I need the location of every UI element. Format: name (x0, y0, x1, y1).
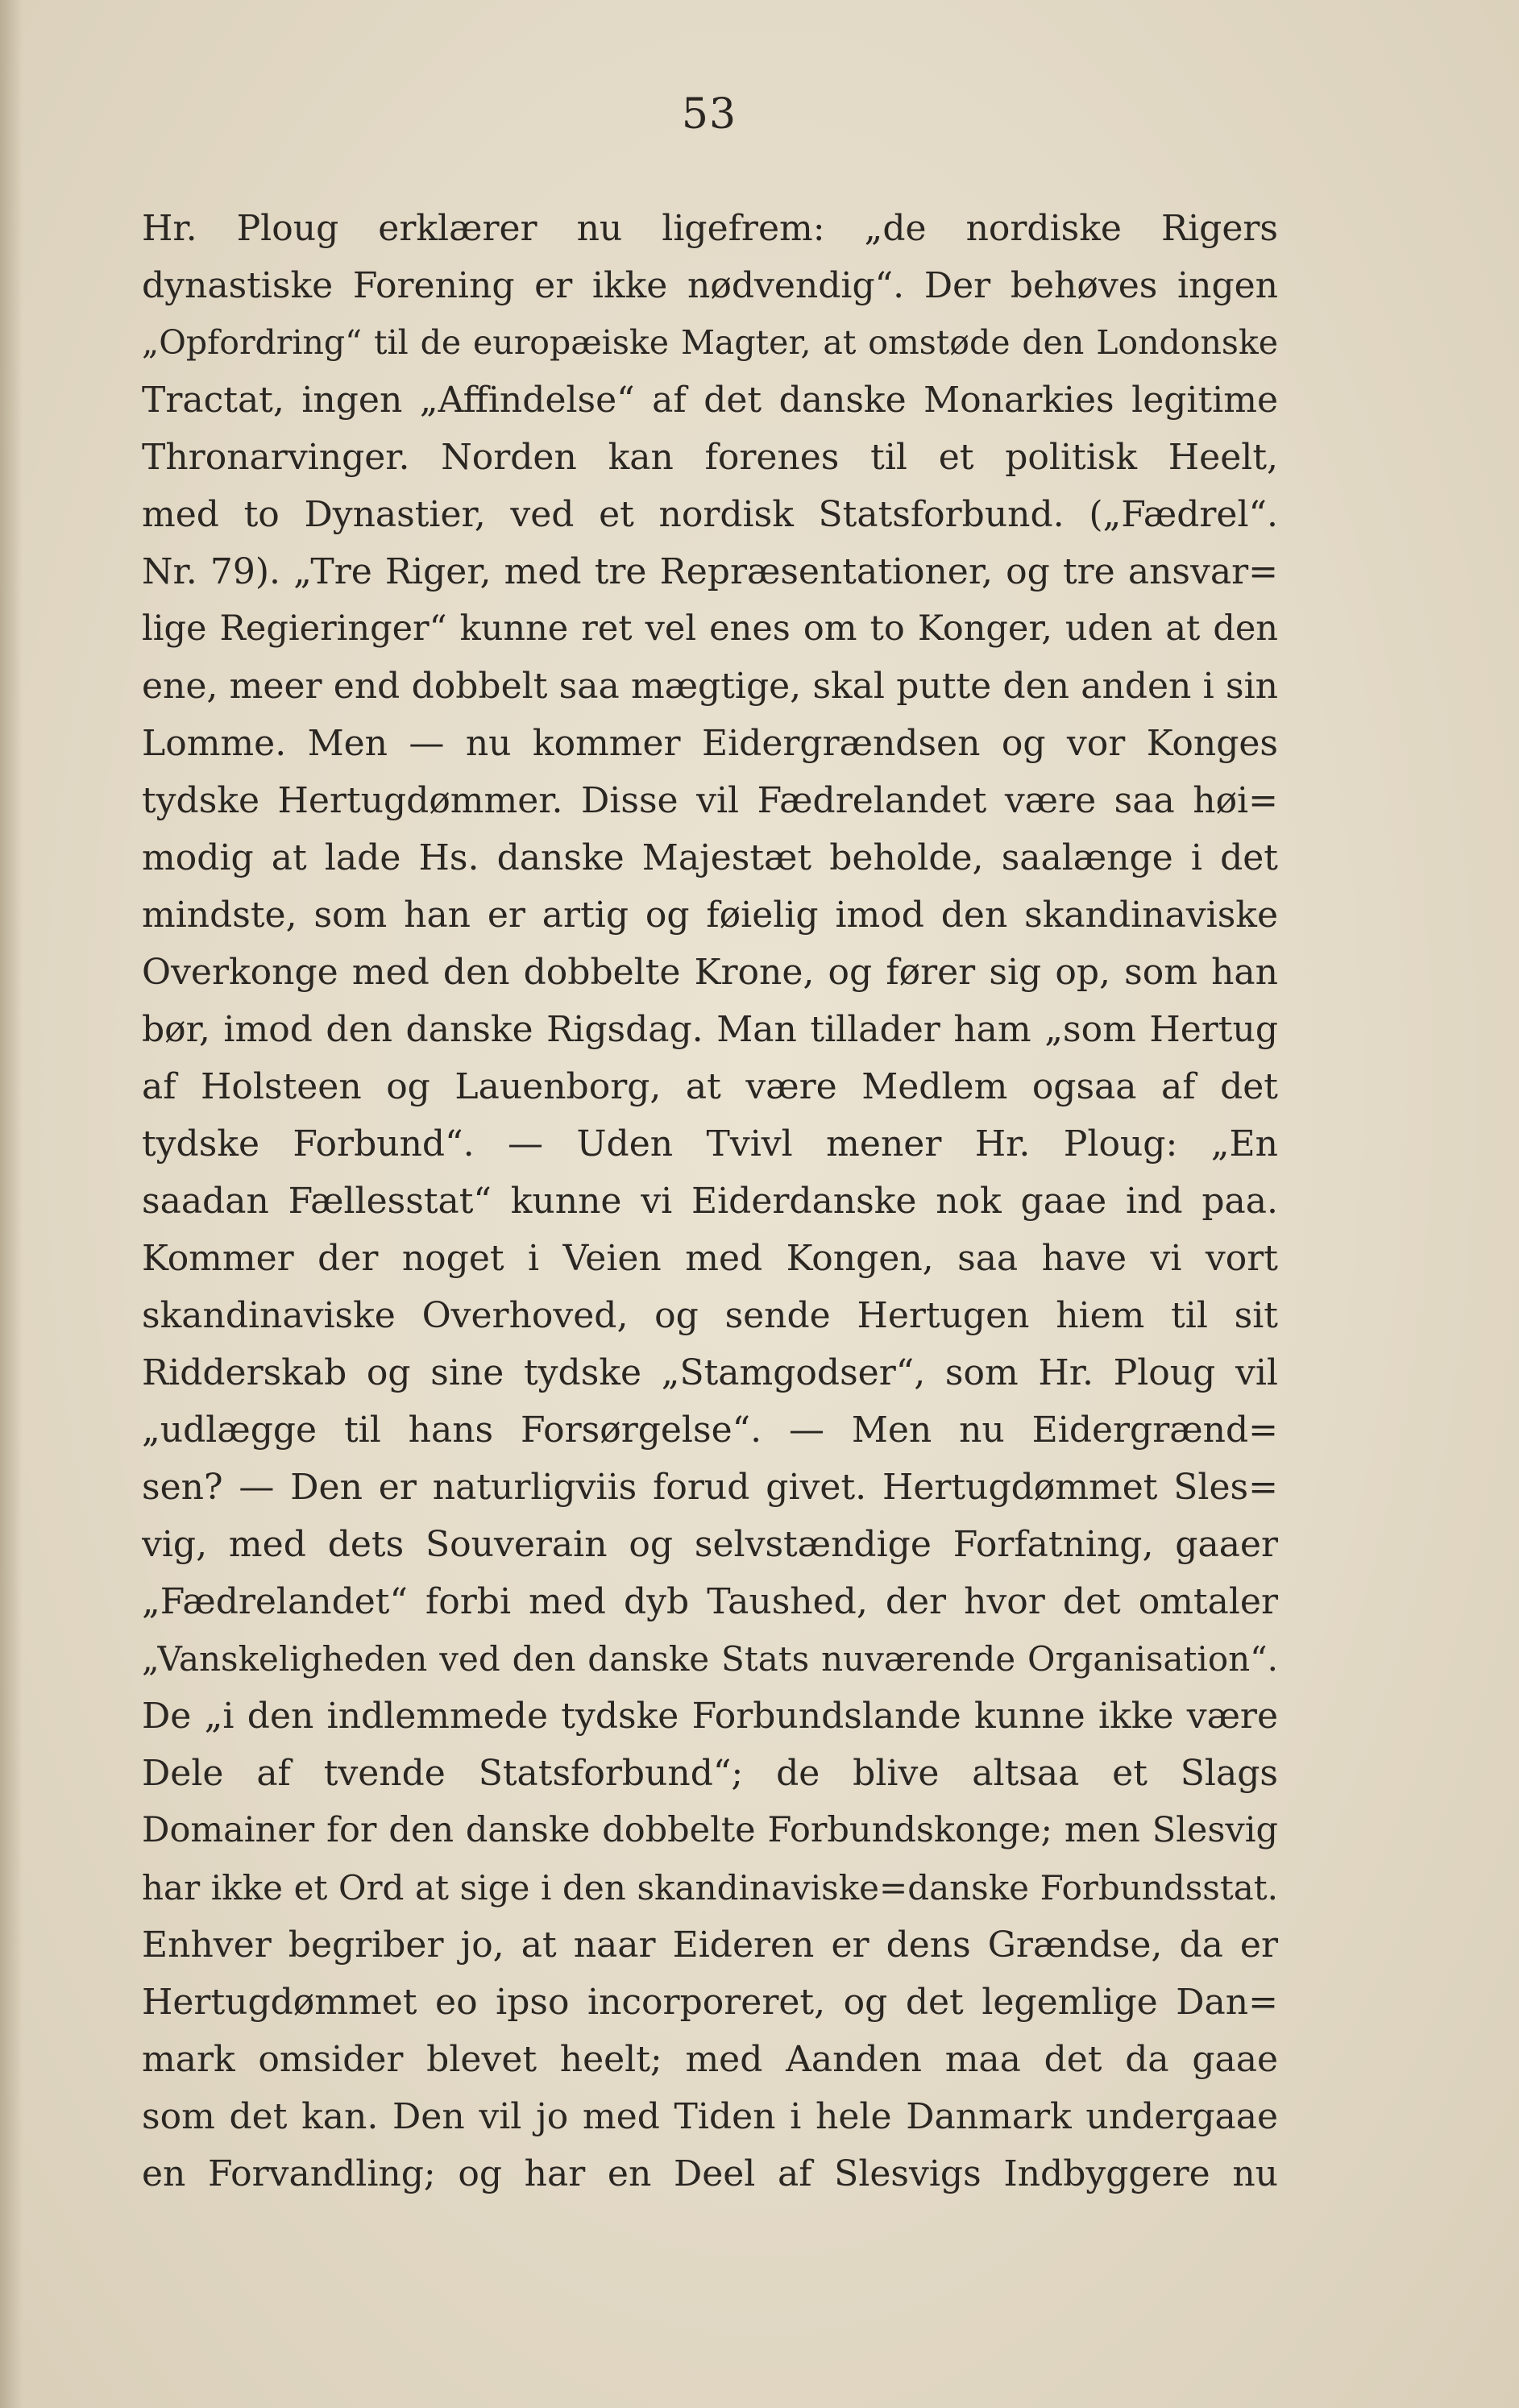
text-line: Dele af tvende Statsforbund“; de blive altsaa et Slags (142, 1753, 1278, 1794)
text-line: Domainer for den danske dobbelte Forbundskonge; men Slesvig (142, 1810, 1278, 1850)
page-edge-shadow (0, 0, 23, 2408)
text-line: en Forvandling; og har en Deel af Slesvigs Indbyggere nu (142, 2153, 1278, 2194)
text-line: af Holsteen og Lauenborg, at være Medlem ogsaa af det (142, 1066, 1278, 1107)
body-text (142, 200, 1278, 2202)
text-line: vig, med dets Souverain og selvstændige Forfatning, gaaer (142, 1524, 1278, 1565)
text-line: Hr. Ploug erklærer nu ligefrem: „de nordiske Rigers (142, 208, 1278, 249)
text-line: „Fædrelandet“ forbi med dyb Taushed, der hvor det omtaler (142, 1581, 1278, 1622)
text-line: „Vanskeligheden ved den danske Stats nuværende Organisation“. (142, 1639, 1278, 1679)
text-line: „udlægge til hans Forsørgelse“. — Men nu Eidergrænd= (142, 1410, 1278, 1451)
text-line: lige Regieringer“ kunne ret vel enes om to Konger, uden at den (142, 608, 1278, 649)
text-line: Enhver begriber jo, at naar Eideren er dens Grændse, da er (142, 1924, 1278, 1966)
text-line: som det kan. Den vil jo med Tiden i hele Danmark undergaae (142, 2096, 1278, 2137)
text-line: dynastiske Forening er ikke nødvendig“. Der behøves ingen (142, 265, 1278, 306)
text-line: Tractat, ingen „Affindelse“ af det danske Monarkies legitime (142, 380, 1278, 421)
text-line: „Opfordring“ til de europæiske Magter, at omstøde den Londonske (142, 323, 1278, 362)
page-number: 53 (681, 90, 737, 139)
text-line: Lomme. Men — nu kommer Eidergrændsen og vor Konges (142, 723, 1278, 764)
text-line: Ridderskab og sine tydske „Stamgodser“, som Hr. Ploug vil (142, 1352, 1278, 1393)
text-line: har ikke et Ord at sige i den skandinaviske=danske Forbundsstat. (142, 1868, 1278, 1908)
text-line: sen? — Den er naturligviis forud givet. Hertugdømmet Sles= (142, 1467, 1278, 1508)
text-line: bør, imod den danske Rigsdag. Man tillader ham „som Hertug (142, 1009, 1278, 1050)
text-line: tydske Forbund“. — Uden Tvivl mener Hr. Ploug: „En (142, 1123, 1278, 1165)
text-line: Kommer der noget i Veien med Kongen, saa have vi vort (142, 1238, 1278, 1279)
text-line: Hertugdømmet eo ipso incorporeret, og det legemlige Dan= (142, 1982, 1278, 2023)
text-line: ene, meer end dobbelt saa mægtige, skal putte den anden i sin (142, 666, 1278, 707)
text-line: mindste, som han er artig og føielig imod den skandinaviske (142, 895, 1278, 936)
text-line: modig at lade Hs. danske Majestæt beholde, saalænge i det (142, 837, 1278, 878)
text-line: mark omsider blevet heelt; med Aanden maa det da gaae (142, 2039, 1278, 2080)
text-line: Overkonge med den dobbelte Krone, og fører sig op, som han (142, 952, 1278, 993)
text-line: med to Dynastier, ved et nordisk Statsforbund. („Fædrel“. (142, 494, 1278, 535)
text-line: tydske Hertugdømmer. Disse vil Fædrelandet være saa høi= (142, 780, 1278, 821)
text-line: De „i den indlemmede tydske Forbundslande kunne ikke være (142, 1696, 1278, 1737)
text-line: saadan Fællesstat“ kunne vi Eiderdanske nok gaae ind paa. (142, 1181, 1278, 1222)
text-line: skandinaviske Overhoved, og sende Hertugen hiem til sit (142, 1295, 1278, 1336)
text-line: Nr. 79). „Tre Riger, med tre Repræsentationer, og tre ansvar= (142, 551, 1278, 592)
text-line: Thronarvinger. Norden kan forenes til et politisk Heelt, (142, 437, 1278, 478)
